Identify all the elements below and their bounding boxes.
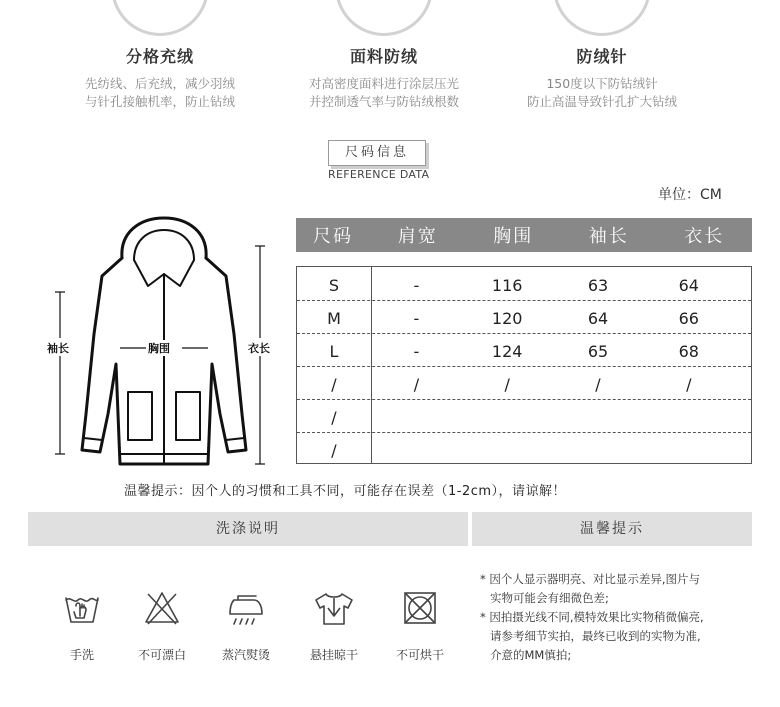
feature-needle [472,0,732,111]
care-item [304,588,364,663]
table-row: L - 124 65 68 [329,341,699,361]
feature-icon-circle [111,0,209,36]
table-row: M - 120 64 66 [327,308,699,328]
care-label: 悬挂晾干 [309,648,358,662]
no-bleach-icon [142,588,182,628]
hand-wash-icon [62,588,102,628]
feature-icon-circle [335,0,433,36]
header-length: 衣长 [684,226,725,247]
diagram-sleeve-label: 袖长 [47,342,69,355]
care-item [132,588,192,663]
table-row: / / / / / [331,374,692,394]
wash-title-bar: 洗涤说明 [28,512,468,546]
note-line: * 因拍摄光线不同,模特效果比实物稍微偏亮, [480,610,704,624]
diagram-chest-label: 胸围 [148,342,170,355]
header-size: 尺码 [313,226,353,247]
note-line: 介意的MM慎拍; [490,648,572,662]
feature-desc: 先纺线、后充绒，减少羽绒 与针孔接触机率，防止钻绒 [84,76,235,109]
note-line: 请参考细节实拍，最终已收到的实物为准, [490,629,701,643]
note-line: 实物可能会有细微色差; [490,591,609,605]
feature-desc: 对高密度面料进行涂层压光 并控制透气率与防钻绒根数 [308,76,459,109]
unit-label: 单位：CM [658,187,722,203]
table-row: / [331,440,337,460]
feature-desc: 150度以下防钻绒针 防止高温导致针孔扩大钻绒 [526,76,677,109]
header-sleeve: 袖长 [588,226,629,247]
steam-iron-icon [226,588,266,628]
no-tumble-dry-icon [400,588,440,628]
size-table-header [296,218,752,252]
care-item [390,588,450,663]
care-label: 不可漂白 [137,648,186,662]
note-line: * 因个人显示器明亮、对比显示差异,图片与 [480,572,701,586]
reference-label: 尺码信息 [328,140,426,166]
table-row: S - 116 63 64 [328,275,699,295]
table-row: / [331,407,337,427]
feature-title: 分格充绒 [125,47,194,66]
notes-text [480,570,750,665]
care-item [216,588,276,663]
care-label: 蒸汽熨烫 [221,648,270,662]
hang-dry-icon [314,588,354,628]
feature-title: 面料防绒 [349,47,418,66]
notes-title-bar: 温馨提示 [472,512,752,546]
diagram-length-label: 衣长 [248,342,270,355]
feature-title: 防绒针 [576,47,628,66]
size-tip: 温馨提示：因个人的习惯和工具不同，可能存在误差（1-2cm），请谅解！ [124,484,567,499]
header-shoulder: 肩宽 [397,226,438,247]
care-label: 不可烘干 [395,648,444,662]
care-label: 手洗 [69,648,94,662]
feature-divided-filling [30,0,290,111]
size-table-body [296,266,752,464]
reference-subtitle: REFERENCE DATA [328,168,430,181]
care-item [52,588,112,663]
header-chest: 胸围 [493,226,534,247]
feature-icon-circle [553,0,651,36]
